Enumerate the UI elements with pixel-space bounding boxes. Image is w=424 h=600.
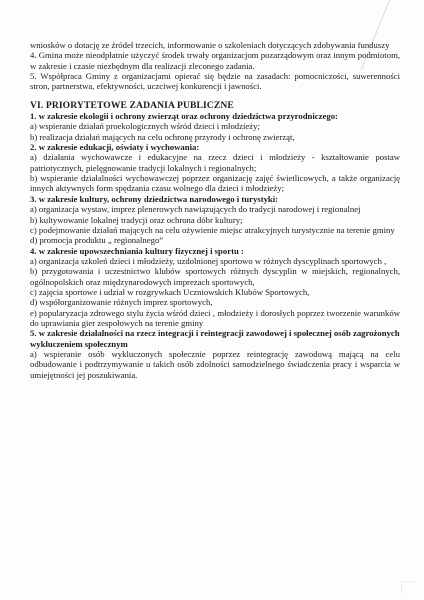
group-1-item-a: a) wspieranie działań proekologicznych wśród dzieci i młodzieży; bbox=[30, 121, 260, 132]
group-1-heading: 1. w zakresie ekologii i ochrony zwierząt oraz ochrony dziedzictwa przyrodniczego: bbox=[30, 111, 338, 122]
group-4-item-b: b) przygotowania i uczestnictwo klubów sportowych różnych dyscyplin w miejskich, regionalnych, ogólnopolskich oraz międzynarodowych imprezach sportowych, bbox=[30, 266, 400, 287]
intro-paragraph-1: wniosków o dotację ze źródeł trzecich, informowanie o szkoleniach dotyczących zdobywania funduszy bbox=[30, 40, 390, 50]
group-4-item-e: e) popularyzacja zdrowego stylu życia wśród dzieci , młodzieży i dorosłych poprzez tworzenie warunków do uprawiania gier zespołowych na terenie gminy bbox=[30, 307, 400, 328]
document-text bbox=[30, 40, 400, 380]
group-4-item-d: d) współorganizowanie różnych imprez sportowych, bbox=[30, 297, 213, 308]
group-5-heading: 5. w zakresie działalności na rzecz integracji i reintegracji zawodowej i społecznej osób zagrożonych wykluczeniem społecznym bbox=[30, 328, 400, 349]
group-2-item-a: a) działania wychowawcze i edukacyjne na rzecz dzieci i młodzieży - kształtowanie postaw patriotycznych, pielęgnowanie tradycji lokalnych i regionalnych; bbox=[30, 152, 400, 173]
group-4-item-c: c) zajęcia sportowe i udział w rozgrywkach Uczniowskich Klubów Sportowych, bbox=[30, 286, 310, 297]
group-3-item-c: c) podejmowanie działań mających na celu ożywienie miejsc atrakcyjnych turystycznie na terenie gminy bbox=[30, 224, 395, 235]
group-2-item-b: b) wspieranie działalności wychowawczej poprzez organizację zajęć świetlicowych, a także organizację innych aktywnych form spędzania czasu wolnego dla dzieci i młodzieży; bbox=[30, 173, 400, 194]
group-3-item-a: a) organizacja wystaw, imprez plenerowych nawiązujących do tradycji narodowej i regionalnej bbox=[30, 204, 361, 215]
intro-paragraph-3: 5. Współpraca Gminy z organizacjami opierać się będzie na zasadach: pomocniczości, suwerenności stron, partnerstwa, efektywności, uczciwej konkurencji i jawności. bbox=[30, 71, 400, 92]
group-4-item-a: a) organizacja szkoleń dzieci i młodzieży, uzdolnionej sportowo w różnych dyscyplinach sportowych , bbox=[30, 255, 387, 266]
intro-paragraph-2: 4. Gmina może nieodpłatnie użyczyć środek trwały organizacjom pozarządowym oraz innym podmiotom, w zakresie i czasie niezbędnym dla realizacji zleconego zadania. bbox=[30, 50, 400, 71]
group-3-item-b: b) kultywowanie lokalnej tradycji oraz ochrona dóbr kultury; bbox=[30, 214, 243, 225]
group-4-heading: 4. w zakresie upowszechniania kultury fizycznej i sportu : bbox=[30, 245, 244, 256]
group-3-heading: 3. w zakresie kultury, ochrony dziedzictwa narodowego i turystyki: bbox=[30, 193, 279, 204]
group-1-item-b: b) realizacja działań mających na celu ochronę przyrody i ochronę zwierząt, bbox=[30, 131, 295, 142]
page-corner-mark bbox=[401, 581, 414, 594]
group-5-item-a: a) wspieranie osób wykluczonych społecznie poprzez reintegrację zawodową mającą na celu odbudowanie i podtrzymywanie u takich osób zdolności samodzielnego świadczenia pracy i wsparcia w umiejętności jej poszukiwania. bbox=[30, 348, 400, 380]
group-3-item-d: d) promocja produktu „ regionalnego” bbox=[30, 235, 164, 246]
section-title: VI. PRIORYTETOWE ZADANIA PUBLICZNE bbox=[30, 99, 234, 111]
group-2-heading: 2. w zakresie edukacji, oświaty i wychowania: bbox=[30, 142, 200, 153]
